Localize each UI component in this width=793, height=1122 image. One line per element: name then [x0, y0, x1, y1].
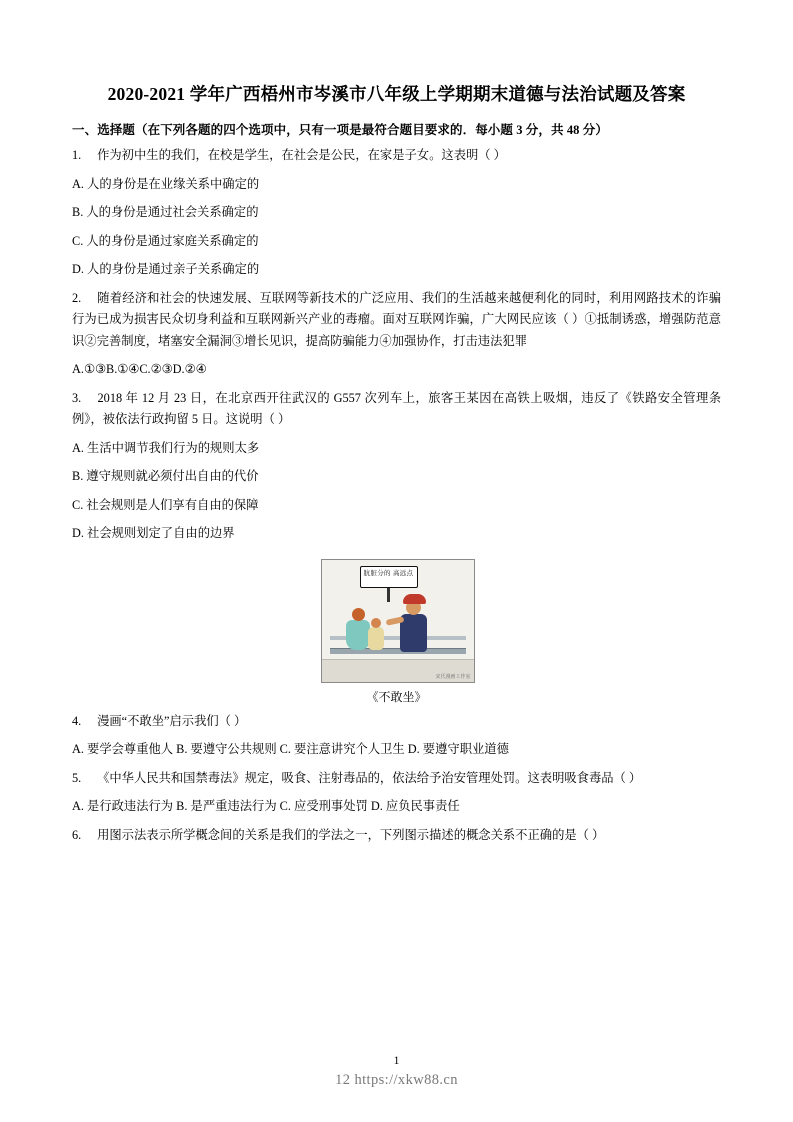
question-number: 2. [72, 290, 82, 305]
cartoon-figure [321, 559, 473, 707]
question-number: 1. [72, 148, 82, 162]
question-2 [72, 288, 721, 353]
question-1-option-c: C. 人的身份是通过家庭关系确定的 [72, 233, 259, 248]
page-title: 2020-2021 学年广西梧州市岑溪市八年级上学期期末道德与法治试题及答案 [107, 84, 686, 104]
watermark [0, 1072, 793, 1089]
cartoon-sign-text: 肮脏分的 高远点 [360, 566, 418, 588]
question-text: 2018 年 12 月 23 日，在北京西开往武汉的 G557 次列车上，旅客王某因在高铁上吸烟，违反了《铁路安全管理条例》，被依法行政拘留 5 日。这说明（ ） [72, 390, 721, 426]
question-text: 随着经济和社会的快速发展、互联网等新技术的广泛应用、我们的生活越来越便利化的同时，利用网路技术的诈骗行为已成为损害民众切身利益和互联网新兴产业的毒瘤。面对互联网诈骗，广大网民应该（ ）①抵制诱惑，增强防范意识②完善制度，堵塞安全漏洞③增长见识，提高防骗能力④加强协作，打击违法犯罪 [72, 290, 721, 348]
question-number: 5. [72, 770, 82, 785]
question-3 [72, 388, 721, 431]
question-text: 漫画“不敢坐”启示我们（ ） [97, 713, 247, 728]
watermark-number: 12 [335, 1072, 351, 1088]
question-1-option-d: D. 人的身份是通过亲子关系确定的 [72, 262, 260, 276]
section-heading: 一、选择题（在下列各题的四个选项中，只有一项是最符合题目要求的．每小题 3 分，共 48 分） [72, 123, 608, 137]
question-3-option-c: C. 社会规则是人们享有自由的保障 [72, 497, 259, 512]
question-6 [72, 825, 721, 847]
question-text: 《中华人民共和国禁毒法》规定，吸食、注射毒品的，依法给予治安管理处罚。这表明吸食毒品（ ） [97, 770, 642, 785]
man-cap [403, 594, 426, 604]
question-4 [72, 711, 721, 733]
question-text: 作为初中生的我们，在校是学生，在社会是公民，在家是子女。这表明（ ） [97, 148, 506, 162]
sign-post [387, 588, 390, 602]
cartoon-signature: 宋氏漫画工作室 [435, 673, 471, 680]
question-2-options: A.①③B.①④C.②③D.②④ [72, 362, 207, 376]
page-number: 1 [393, 1055, 400, 1067]
question-5-options: A. 是行政违法行为 B. 是严重违法行为 C. 应受刑事处罚 D. 应负民事责任 [72, 799, 460, 813]
question-number: 3. [72, 390, 82, 405]
cartoon-image [321, 559, 475, 683]
figure-caption: 《不敢坐》 [366, 689, 427, 704]
child-body [368, 627, 384, 650]
woman-head [352, 608, 365, 621]
question-1 [72, 145, 721, 167]
watermark-url: https://xkw88.cn [354, 1072, 458, 1088]
question-5 [72, 768, 721, 790]
question-number: 6. [72, 827, 82, 842]
question-number: 4. [72, 713, 82, 728]
child-head [371, 618, 381, 628]
question-3-option-b: B. 遵守规则就必须付出自由的代价 [72, 469, 259, 483]
question-1-option-a: A. 人的身份是在业缘关系中确定的 [72, 176, 260, 191]
question-3-option-a: A. 生活中调节我们行为的规则太多 [72, 440, 260, 455]
question-3-option-d: D. 社会规则划定了自由的边界 [72, 526, 235, 540]
woman-body [346, 620, 370, 650]
question-text: 用图示法表示所学概念间的关系是我们的学法之一，下列图示描述的概念关系不正确的是（ ） [97, 827, 605, 842]
question-4-options: A. 要学会尊重他人 B. 要遵守公共规则 C. 要注意讲究个人卫生 D. 要遵守职业道德 [72, 742, 509, 756]
question-1-option-b: B. 人的身份是通过社会关系确定的 [72, 205, 259, 219]
